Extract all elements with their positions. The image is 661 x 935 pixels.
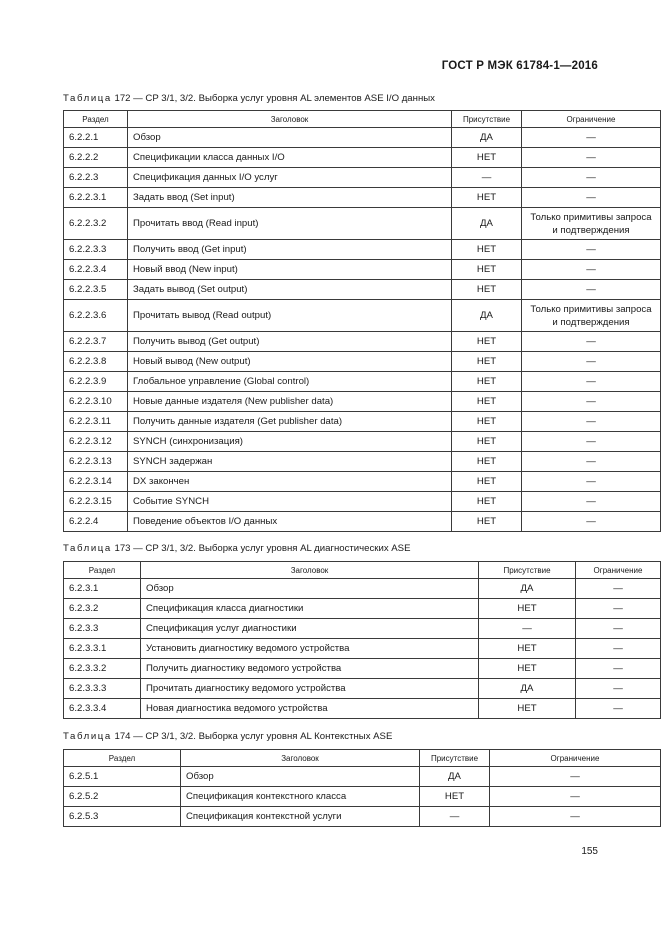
column-header-section: Раздел	[64, 562, 141, 579]
cell-restriction: —	[522, 280, 661, 300]
column-header-title: Заголовок	[128, 111, 452, 128]
cell-presence: НЕТ	[452, 148, 522, 168]
cell-presence: НЕТ	[479, 639, 576, 659]
cell-title: Прочитать вывод (Read output)	[128, 300, 452, 332]
cell-title: Спецификация услуг диагностики	[141, 619, 479, 639]
column-header-section: Раздел	[64, 111, 128, 128]
cell-restriction: —	[576, 639, 661, 659]
cell-restriction: —	[522, 240, 661, 260]
table-173	[63, 561, 661, 719]
cell-title: Спецификация контекстного класса	[181, 787, 420, 807]
column-header-restriction: Ограничение	[576, 562, 661, 579]
cell-presence: НЕТ	[452, 432, 522, 452]
cell-presence: НЕТ	[452, 472, 522, 492]
caption-text: 174 — CP 3/1, 3/2. Выборка услуг уровня AL Контекстных ASE	[114, 731, 393, 742]
column-header-presence: Присутствие	[479, 562, 576, 579]
table-173-caption	[63, 543, 410, 554]
table-row	[64, 767, 661, 787]
cell-presence: ДА	[452, 300, 522, 332]
cell-section: 6.2.2.3.1	[64, 188, 128, 208]
cell-title: Установить диагностику ведомого устройства	[141, 639, 479, 659]
cell-title: Обзор	[181, 767, 420, 787]
cell-presence: ДА	[452, 128, 522, 148]
cell-presence: НЕТ	[452, 452, 522, 472]
cell-title: Новые данные издателя (New publisher data)	[128, 392, 452, 412]
cell-title: SYNCH задержан	[128, 452, 452, 472]
cell-title: Спецификации класса данных I/O	[128, 148, 452, 168]
cell-title: Задать ввод (Set input)	[128, 188, 452, 208]
cell-restriction: —	[522, 412, 661, 432]
cell-section: 6.2.2.3.14	[64, 472, 128, 492]
table-row	[64, 452, 661, 472]
cell-section: 6.2.3.3.3	[64, 679, 141, 699]
cell-restriction: —	[522, 352, 661, 372]
cell-restriction: —	[522, 188, 661, 208]
table-row	[64, 352, 661, 372]
cell-section: 6.2.3.3.4	[64, 699, 141, 719]
cell-section: 6.2.2.3.3	[64, 240, 128, 260]
cell-presence: —	[420, 807, 490, 827]
cell-restriction: —	[522, 148, 661, 168]
cell-presence: НЕТ	[420, 787, 490, 807]
cell-section: 6.2.2.3.6	[64, 300, 128, 332]
table-row	[64, 260, 661, 280]
cell-presence: НЕТ	[452, 372, 522, 392]
cell-section: 6.2.2.4	[64, 512, 128, 532]
cell-section: 6.2.3.2	[64, 599, 141, 619]
column-header-restriction: Ограничение	[490, 750, 661, 767]
cell-title: Получить ввод (Get input)	[128, 240, 452, 260]
table-row	[64, 148, 661, 168]
cell-restriction: —	[522, 432, 661, 452]
cell-title: Новый вывод (New output)	[128, 352, 452, 372]
table-row	[64, 639, 661, 659]
column-header-presence: Присутствие	[452, 111, 522, 128]
table-row	[64, 208, 661, 240]
cell-title: Обзор	[141, 579, 479, 599]
table-header-row	[64, 562, 661, 579]
cell-section: 6.2.2.2	[64, 148, 128, 168]
caption-text: 172 — CP 3/1, 3/2. Выборка услуг уровня AL элементов ASE I/O данных	[114, 93, 435, 104]
cell-section: 6.2.3.3.2	[64, 659, 141, 679]
cell-section: 6.2.2.3.5	[64, 280, 128, 300]
cell-presence: НЕТ	[479, 659, 576, 679]
table-row	[64, 300, 661, 332]
cell-restriction: —	[522, 452, 661, 472]
cell-title: SYNCH (синхронизация)	[128, 432, 452, 452]
cell-restriction: Только примитивы запроса и подтверждения	[522, 300, 661, 332]
cell-presence: НЕТ	[452, 392, 522, 412]
cell-presence: —	[479, 619, 576, 639]
cell-presence: —	[452, 168, 522, 188]
cell-section: 6.2.2.3	[64, 168, 128, 188]
table-row	[64, 659, 661, 679]
column-header-title: Заголовок	[141, 562, 479, 579]
cell-presence: ДА	[452, 208, 522, 240]
cell-restriction: —	[522, 472, 661, 492]
column-header-restriction: Ограничение	[522, 111, 661, 128]
cell-section: 6.2.2.3.13	[64, 452, 128, 472]
column-header-section: Раздел	[64, 750, 181, 767]
cell-presence: НЕТ	[452, 240, 522, 260]
cell-presence: НЕТ	[452, 260, 522, 280]
table-row	[64, 807, 661, 827]
cell-restriction: —	[522, 492, 661, 512]
cell-presence: ДА	[479, 579, 576, 599]
cell-restriction: —	[490, 767, 661, 787]
cell-restriction: —	[576, 579, 661, 599]
table-172-caption	[63, 93, 435, 104]
cell-section: 6.2.2.3.12	[64, 432, 128, 452]
cell-restriction: —	[576, 679, 661, 699]
cell-presence: НЕТ	[452, 352, 522, 372]
cell-section: 6.2.2.1	[64, 128, 128, 148]
table-header-row	[64, 111, 661, 128]
cell-presence: НЕТ	[452, 412, 522, 432]
table-row	[64, 699, 661, 719]
table-row	[64, 679, 661, 699]
caption-text: 173 — CP 3/1, 3/2. Выборка услуг уровня AL диагностических ASE	[114, 543, 411, 554]
cell-title: Обзор	[128, 128, 452, 148]
table-header-row	[64, 750, 661, 767]
caption-prefix: Таблица	[63, 93, 112, 104]
cell-presence: ДА	[479, 679, 576, 699]
cell-title: Новая диагностика ведомого устройства	[141, 699, 479, 719]
cell-restriction: —	[490, 807, 661, 827]
cell-title: Поведение объектов I/O данных	[128, 512, 452, 532]
table-row	[64, 619, 661, 639]
cell-section: 6.2.2.3.8	[64, 352, 128, 372]
cell-section: 6.2.5.1	[64, 767, 181, 787]
table-row	[64, 392, 661, 412]
cell-restriction: Только примитивы запроса и подтверждения	[522, 208, 661, 240]
table-row	[64, 432, 661, 452]
cell-title: Спецификация класса диагностики	[141, 599, 479, 619]
cell-section: 6.2.5.2	[64, 787, 181, 807]
cell-section: 6.2.3.1	[64, 579, 141, 599]
table-row	[64, 599, 661, 619]
table-174	[63, 749, 661, 827]
cell-section: 6.2.2.3.9	[64, 372, 128, 392]
cell-presence: НЕТ	[452, 512, 522, 532]
table-row	[64, 332, 661, 352]
cell-presence: НЕТ	[452, 280, 522, 300]
cell-title: Прочитать ввод (Read input)	[128, 208, 452, 240]
cell-title: Глобальное управление (Global control)	[128, 372, 452, 392]
cell-section: 6.2.2.3.10	[64, 392, 128, 412]
cell-restriction: —	[576, 699, 661, 719]
standard-header: ГОСТ Р МЭК 61784-1—2016	[441, 60, 598, 72]
cell-title: Прочитать диагностику ведомого устройства	[141, 679, 479, 699]
caption-prefix: Таблица	[63, 543, 112, 554]
table-row	[64, 280, 661, 300]
cell-presence: НЕТ	[452, 332, 522, 352]
cell-title: Спецификация данных I/O услуг	[128, 168, 452, 188]
cell-section: 6.2.2.3.4	[64, 260, 128, 280]
caption-prefix: Таблица	[63, 731, 112, 742]
table-row	[64, 412, 661, 432]
cell-restriction: —	[522, 168, 661, 188]
cell-section: 6.2.2.3.7	[64, 332, 128, 352]
table-row	[64, 512, 661, 532]
cell-section: 6.2.2.3.2	[64, 208, 128, 240]
cell-title: Получить диагностику ведомого устройства	[141, 659, 479, 679]
cell-section: 6.2.3.3	[64, 619, 141, 639]
cell-restriction: —	[522, 332, 661, 352]
cell-restriction: —	[576, 659, 661, 679]
cell-presence: ДА	[420, 767, 490, 787]
table-row	[64, 492, 661, 512]
table-row	[64, 128, 661, 148]
column-header-presence: Присутствие	[420, 750, 490, 767]
cell-title: DX закончен	[128, 472, 452, 492]
cell-section: 6.2.2.3.11	[64, 412, 128, 432]
cell-restriction: —	[522, 128, 661, 148]
column-header-title: Заголовок	[181, 750, 420, 767]
cell-restriction: —	[576, 599, 661, 619]
page-number: 155	[581, 846, 598, 857]
cell-section: 6.2.2.3.15	[64, 492, 128, 512]
cell-restriction: —	[522, 260, 661, 280]
table-row	[64, 168, 661, 188]
table-172	[63, 110, 661, 532]
cell-restriction: —	[490, 787, 661, 807]
cell-presence: НЕТ	[479, 699, 576, 719]
cell-title: Новый ввод (New input)	[128, 260, 452, 280]
table-row	[64, 579, 661, 599]
cell-title: Задать вывод (Set output)	[128, 280, 452, 300]
cell-restriction: —	[576, 619, 661, 639]
cell-restriction: —	[522, 512, 661, 532]
cell-title: Получить вывод (Get output)	[128, 332, 452, 352]
cell-restriction: —	[522, 372, 661, 392]
table-row	[64, 472, 661, 492]
cell-presence: НЕТ	[452, 492, 522, 512]
table-174-caption	[63, 731, 392, 742]
cell-restriction: —	[522, 392, 661, 412]
cell-presence: НЕТ	[452, 188, 522, 208]
cell-title: Спецификация контекстной услуги	[181, 807, 420, 827]
cell-title: Получить данные издателя (Get publisher data)	[128, 412, 452, 432]
table-row	[64, 188, 661, 208]
cell-presence: НЕТ	[479, 599, 576, 619]
table-row	[64, 787, 661, 807]
table-row	[64, 240, 661, 260]
cell-title: Событие SYNCH	[128, 492, 452, 512]
cell-section: 6.2.3.3.1	[64, 639, 141, 659]
table-row	[64, 372, 661, 392]
cell-section: 6.2.5.3	[64, 807, 181, 827]
